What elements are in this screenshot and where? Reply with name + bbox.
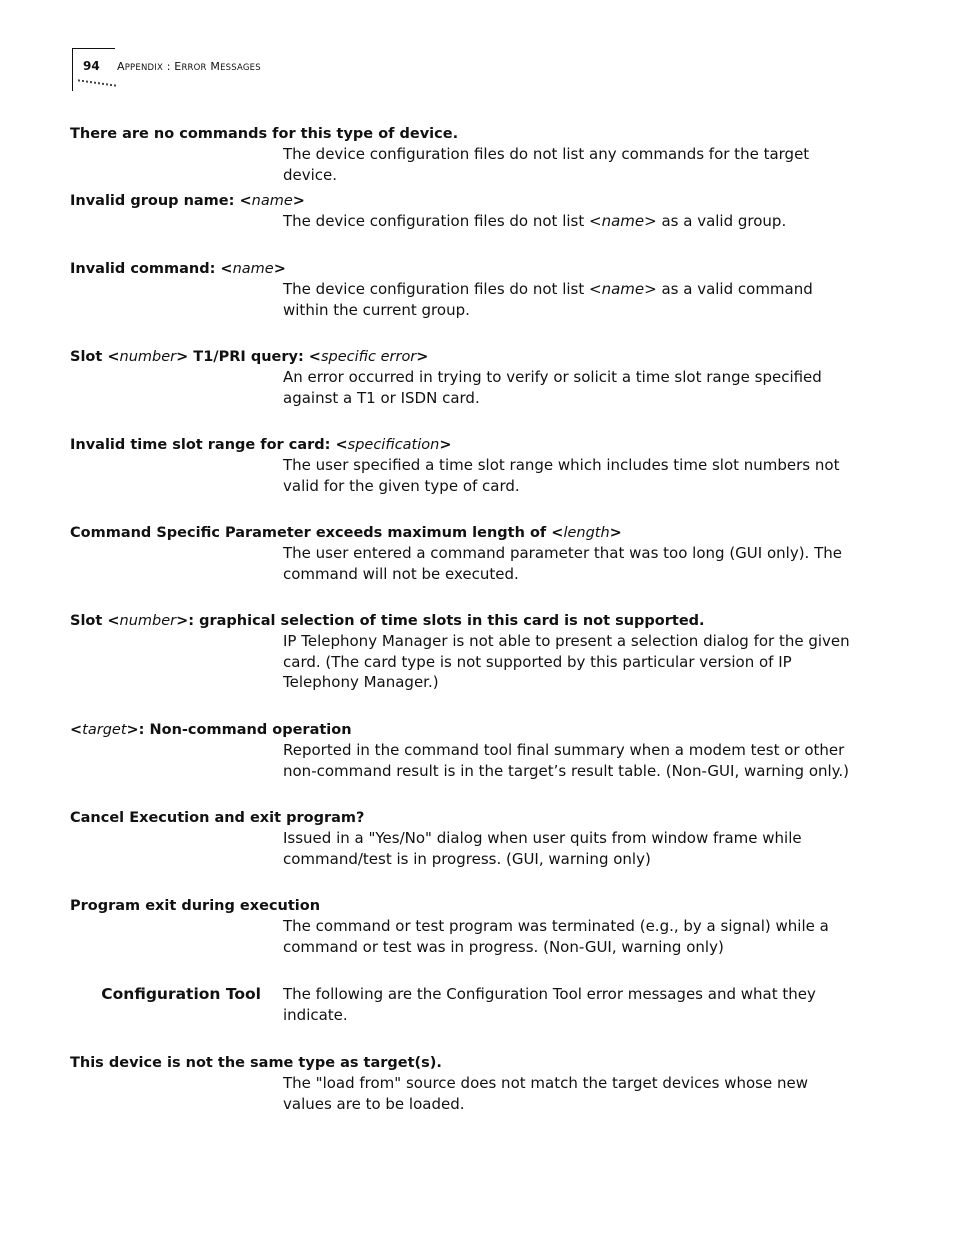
error-message: [70, 347, 870, 367]
running-head-smallcaps: PPENDIX: [124, 63, 163, 73]
text-run: Slot <: [70, 613, 120, 629]
text-run: Invalid group name: <: [70, 193, 252, 209]
error-message: [70, 435, 870, 455]
placeholder-text: name: [251, 193, 293, 209]
text-run: Reported in the command tool final summary when a modem test or other non-command result is in the target’s result table. (Non-GUI, warning only.): [283, 741, 850, 780]
error-message: [70, 896, 870, 916]
error-description: [283, 1073, 858, 1114]
error-entry: [70, 1053, 870, 1114]
running-head-capital: M: [206, 60, 221, 73]
text-run: > as a valid command within the current group.: [283, 280, 813, 319]
error-message: [70, 523, 870, 543]
error-message: [70, 124, 870, 144]
text-run: The device configuration files do not list any commands for the target device.: [283, 145, 810, 184]
placeholder-text: number: [119, 613, 177, 629]
error-description: [283, 543, 858, 584]
page-number: 94: [83, 59, 100, 73]
error-entry: [70, 259, 870, 320]
error-entry: [70, 808, 870, 869]
error-entry: [70, 896, 870, 957]
error-description: [283, 631, 858, 693]
text-run: >: [439, 437, 452, 453]
running-head-smallcaps: ESSAGES: [220, 63, 261, 73]
text-run: Slot <: [70, 349, 120, 365]
error-entry: [70, 191, 870, 232]
running-head-smallcaps: RROR: [181, 63, 207, 73]
error-message: [70, 1053, 870, 1073]
text-run: >: [273, 261, 286, 277]
error-description: [283, 144, 858, 185]
error-entry: [70, 611, 870, 693]
section-description: The following are the Configuration Tool error messages and what they indicate.: [283, 985, 816, 1024]
placeholder-text: length: [563, 525, 610, 541]
placeholder-text: number: [119, 349, 177, 365]
text-run: An error occurred in trying to verify or solicit a time slot range specified against a T1 or ISDN card.: [283, 368, 822, 407]
text-run: The device configuration files do not list <: [283, 212, 602, 230]
text-run: The device configuration files do not list <: [283, 280, 602, 298]
text-run: There are no commands for this type of device.: [70, 126, 459, 142]
error-description: [283, 455, 858, 496]
text-run: <: [70, 722, 83, 738]
error-description: [283, 916, 858, 957]
text-run: The user specified a time slot range which includes time slot numbers not valid for the given type of card.: [283, 456, 840, 495]
running-head: [117, 60, 261, 73]
text-run: >: Non-command operation: [126, 722, 352, 738]
text-run: Cancel Execution and exit program?: [70, 810, 365, 826]
error-entry: [70, 347, 870, 408]
running-head-capital: A: [117, 60, 125, 73]
text-run: The user entered a command parameter that was too long (GUI only). The command will not be executed.: [283, 544, 842, 583]
error-description: [283, 279, 858, 320]
text-run: > T1/PRI query: <: [176, 349, 321, 365]
text-run: IP Telephony Manager is not able to present a selection dialog for the given card. (The card type is not supported by this particular version of IP Telephony Manager.): [283, 632, 850, 691]
text-run: Issued in a "Yes/No" dialog when user quits from window frame while command/test is in progress. (GUI, warning only): [283, 829, 802, 868]
placeholder-text: name: [601, 280, 645, 298]
placeholder-text: target: [82, 722, 127, 738]
error-entry: [70, 720, 870, 781]
placeholder-text: specific error: [320, 349, 417, 365]
error-message: [70, 611, 870, 631]
text-run: >: [609, 525, 622, 541]
text-run: >: graphical selection of time slots in this card is not supported.: [176, 613, 705, 629]
error-message: [70, 720, 870, 740]
placeholder-text: specification: [347, 437, 440, 453]
text-run: The "load from" source does not match the target devices whose new values are to be loaded.: [283, 1074, 808, 1113]
error-message: [70, 259, 870, 279]
error-message: [70, 191, 870, 211]
text-run: Invalid time slot range for card: <: [70, 437, 348, 453]
error-entry: [70, 124, 870, 185]
error-entry: [70, 435, 870, 496]
text-run: > as a valid group.: [644, 212, 787, 230]
text-run: >: [416, 349, 429, 365]
running-head-capital: : E: [163, 60, 182, 73]
error-message: [70, 808, 870, 828]
placeholder-text: name: [601, 212, 645, 230]
error-description: [283, 828, 858, 869]
text-run: Invalid command: <: [70, 261, 233, 277]
text-run: Program exit during execution: [70, 898, 321, 914]
error-description: [283, 740, 858, 781]
error-entry: [70, 523, 870, 584]
text-run: Command Specific Parameter exceeds maximum length of <: [70, 525, 564, 541]
placeholder-text: name: [232, 261, 274, 277]
text-run: This device is not the same type as target(s).: [70, 1055, 442, 1071]
error-description: [283, 367, 858, 408]
text-run: >: [292, 193, 305, 209]
text-run: The command or test program was terminated (e.g., by a signal) while a command or test was in progress. (Non-GUI, warning only): [283, 917, 829, 956]
error-description: [283, 211, 858, 232]
section-heading: Configuration Tool: [101, 985, 261, 1003]
